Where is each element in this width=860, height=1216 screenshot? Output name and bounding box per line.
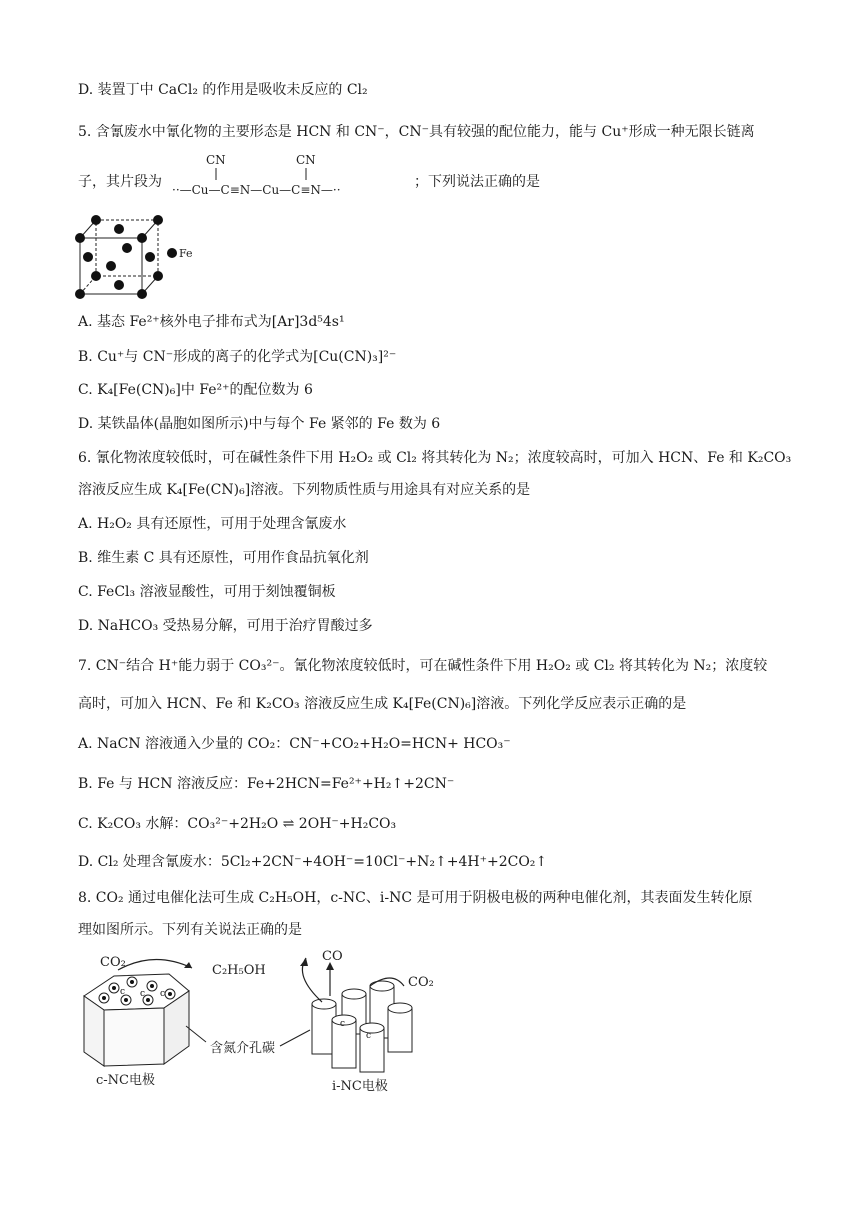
label-co: CO bbox=[322, 949, 343, 964]
label-co2-right: CO₂ bbox=[408, 975, 434, 990]
line-q7-stem-1: 7. CN⁻结合 H⁺能力弱于 CO₃²⁻。氰化物浓度较低时，可在碱性条件下用 H₂O₂ 或 Cl₂ 将其转化为 N₂；浓度较 bbox=[78, 658, 768, 674]
chain-cn-label-1: CN bbox=[206, 153, 226, 167]
chain-backbone: ··—Cu—C≡N—Cu—C≡N—·· bbox=[172, 183, 341, 197]
electrode-figure bbox=[74, 946, 454, 1106]
line-q7-option-a: A. NaCN 溶液通入少量的 CO₂：CN⁻+CO₂+H₂O=HCN+ HCO₃⁻ bbox=[78, 736, 511, 752]
label-i-nc-electrode: i-NC电极 bbox=[332, 1079, 388, 1094]
line-q6-option-d: D. NaHCO₃ 受热易分解，可用于治疗胃酸过多 bbox=[78, 618, 373, 634]
c-mark: c bbox=[120, 987, 126, 997]
line-q6-stem-1: 6. 氰化物浓度较低时，可在碱性条件下用 H₂O₂ 或 Cl₂ 将其转化为 N₂；浓度较高时，可加入 HCN、Fe 和 K₂CO₃ bbox=[78, 450, 792, 466]
line-q6-option-c: C. FeCl₃ 溶液显酸性，可用于刻蚀覆铜板 bbox=[78, 584, 336, 600]
line-q5-option-a: A. 基态 Fe²⁺核外电子排布式为[Ar]3d⁵4s¹ bbox=[78, 314, 345, 330]
c-mark: c bbox=[340, 1019, 346, 1029]
line-q8-stem-2: 理如图所示。下列有关说法正确的是 bbox=[78, 922, 302, 938]
label-ethanol: C₂H₅OH bbox=[212, 963, 266, 978]
line-q5-option-c: C. K₄[Fe(CN)₆]中 Fe²⁺的配位数为 6 bbox=[78, 382, 313, 398]
c-mark: c bbox=[366, 1031, 372, 1041]
label-c-nc-electrode: c-NC电极 bbox=[96, 1073, 155, 1088]
line-q7-option-d: D. Cl₂ 处理含氰废水：5Cl₂+2CN⁻+4OH⁻=10Cl⁻+N₂↑+4H⁺+2CO₂↑ bbox=[78, 854, 548, 870]
c-mark: c bbox=[160, 989, 166, 999]
line-q4-d: D. 装置丁中 CaCl₂ 的作用是吸收未反应的 Cl₂ bbox=[78, 82, 368, 98]
line-q5-option-d: D. 某铁晶体(晶胞如图所示)中与每个 Fe 紧邻的 Fe 数为 6 bbox=[78, 416, 441, 432]
fe-unit-cell-figure bbox=[74, 214, 204, 300]
line-q5-option-b: B. Cu⁺与 CN⁻形成的离子的化学式为[Cu(CN)₃]²⁻ bbox=[78, 349, 397, 365]
line-q7-option-b: B. Fe 与 HCN 溶液反应：Fe+2HCN=Fe²⁺+H₂↑+2CN⁻ bbox=[78, 776, 455, 792]
line-q6-option-a: A. H₂O₂ 具有还原性，可用于处理含氰废水 bbox=[78, 516, 347, 532]
line-q5-stem-2-pre: 子，其片段为 bbox=[78, 174, 162, 190]
line-q8-stem-1: 8. CO₂ 通过电催化法可生成 C₂H₅OH，c-NC、i-NC 是可用于阴极电极的两种电催化剂，其表面发生转化原 bbox=[78, 890, 753, 906]
fe-legend-label: Fe bbox=[179, 247, 193, 260]
line-q7-stem-2: 高时，可加入 HCN、Fe 和 K₂CO₃ 溶液反应生成 K₄[Fe(CN)₆]溶液。下列化学反应表示正确的是 bbox=[78, 696, 687, 712]
line-q7-option-c: C. K₂CO₃ 水解：CO₃²⁻+2H₂O ⇌ 2OH⁻+H₂CO₃ bbox=[78, 816, 397, 832]
line-q5-stem-2-post: ；下列说法正确的是 bbox=[414, 174, 540, 190]
line-q6-option-b: B. 维生素 C 具有还原性，可用作食品抗氧化剂 bbox=[78, 550, 369, 566]
label-co2-left: CO₂ bbox=[100, 955, 126, 970]
cu-cn-chain-figure bbox=[170, 150, 410, 202]
line-q5-stem-1: 5. 含氰废水中氰化物的主要形态是 HCN 和 CN⁻，CN⁻具有较强的配位能力，能与 Cu⁺形成一种无限长链离 bbox=[78, 124, 755, 140]
c-mark: c bbox=[140, 989, 146, 999]
chain-cn-label-2: CN bbox=[296, 153, 316, 167]
label-mesoporous-carbon: 含氮介孔碳 bbox=[210, 1041, 276, 1056]
line-q6-stem-2: 溶液反应生成 K₄[Fe(CN)₆]溶液。下列物质性质与用途具有对应关系的是 bbox=[78, 482, 531, 498]
